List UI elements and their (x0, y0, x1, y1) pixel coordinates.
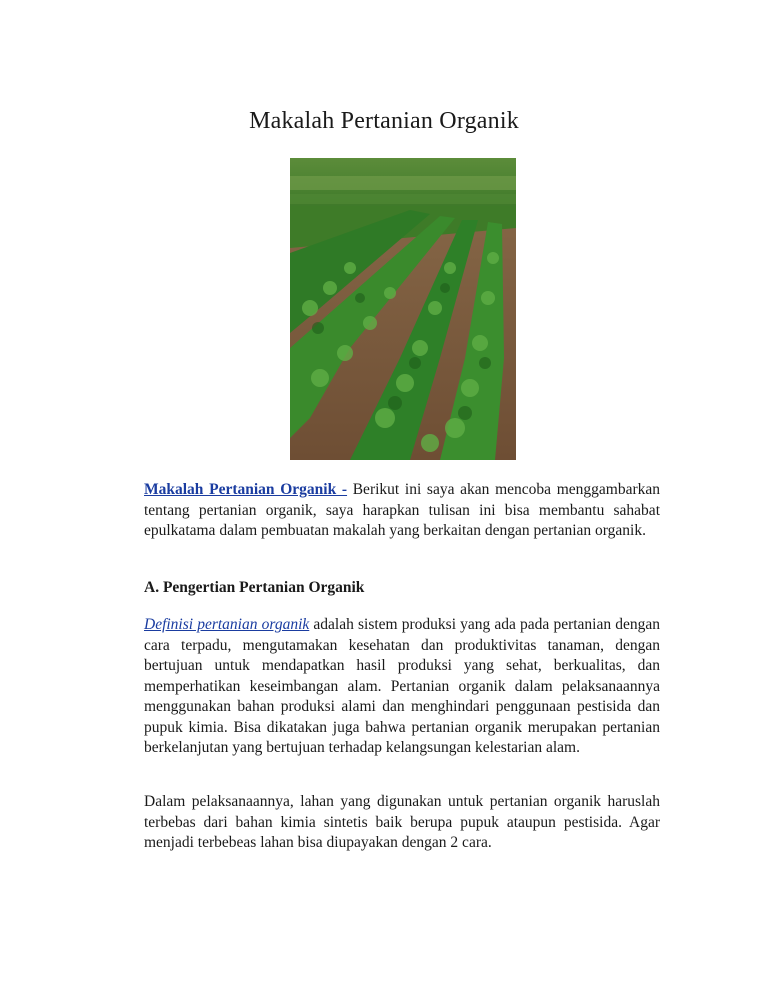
section-a-heading: A. Pengertian Pertanian Organik (144, 579, 365, 596)
page-title: Makalah Pertanian Organik (249, 108, 519, 134)
definition-paragraph (144, 615, 660, 759)
intro-text: Berikut ini saya akan mencoba menggambarkan tentang pertanian organik, saya harapkan tulisan ini bisa membantu sahabat epulkatama dalam pembuatan makalah yang berkaitan dengan pertanian organik. (144, 481, 660, 539)
farm-field-photo (290, 158, 516, 460)
intro-link[interactable]: Makalah Pertanian Organik - (144, 481, 348, 498)
definition-text: adalah sistem produksi yang ada pada pertanian dengan cara terpadu, mengutamakan kesehatan dan produktivitas tanaman, dengan bertujuan untuk mendapatkan hasil produksi yang sehat, berkualitas, dan memperhatikan keseimbangan alam. Pertanian organik dalam pelaksanaannya menggunakan bahan produksi alami dan menghindari penggunaan pestisida dan pupuk kimia. Bisa dikatakan juga bahwa pertanian organik merupakan pertanian berkelanjutan yang bertujuan terhadap kelangsungan kelestarian alam. (144, 616, 660, 756)
definition-link[interactable]: Definisi pertanian organik (144, 616, 310, 633)
intro-paragraph (144, 480, 660, 542)
vegetable-rows-image (290, 158, 516, 460)
implementation-paragraph: Dalam pelaksanaannya, lahan yang digunakan untuk pertanian organik haruslah terbebas dari bahan kimia sintetis baik berupa pupuk ataupun pestisida. Agar menjadi terbebeas lahan bisa diupayakan dengan 2 cara. (144, 793, 660, 851)
